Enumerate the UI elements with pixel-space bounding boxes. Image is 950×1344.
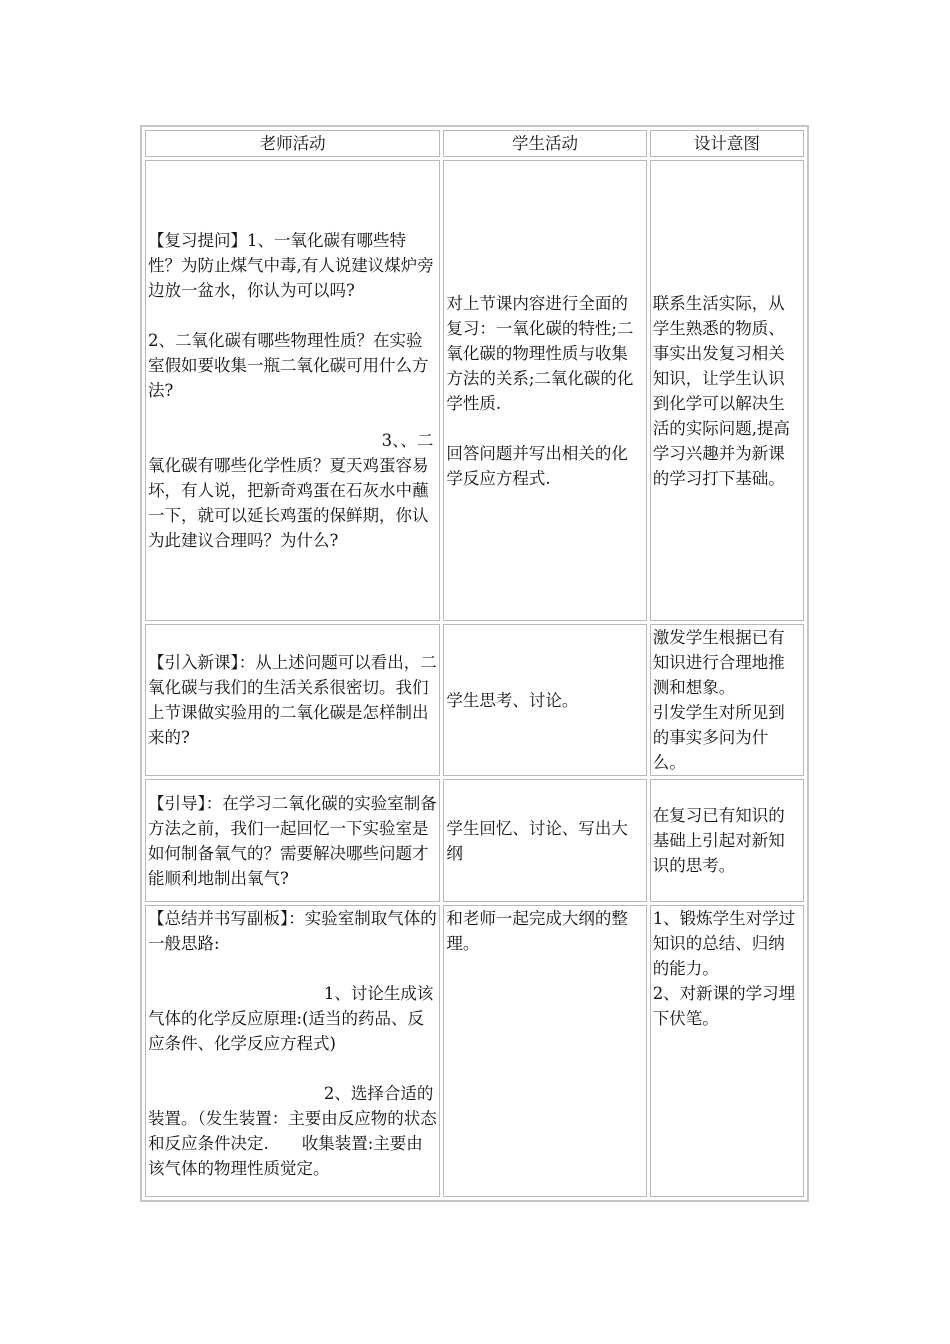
student-outline-text: 和老师一起完成大纲的整理。 [446, 909, 628, 953]
student-cell [443, 160, 646, 621]
teacher-cell [145, 160, 440, 621]
teacher-guide-text: 【引导】：在学习二氧化碳的实验室制备方法之前，我们一起回忆一下实验室是如何制备氧气的？需要解决哪些问题才能顺利地制出氧气? [148, 793, 437, 888]
teacher-review-q3: 氧化碳有哪些化学性质？夏天鸡蛋容易坏，有人说，把新奇鸡蛋在石灰水中蘸一下，就可以延长鸡蛋的保鲜期，你认为此建议合理吗？为什么? [148, 456, 429, 550]
teacher-intro-text: 【引入新课】：从上述问题可以看出，二氧化碳与我们的生活关系很密切。我们上节课做实验用的二氧化碳是怎样制出来的? [148, 653, 437, 747]
teacher-review-q3-start: 3、、二 [381, 431, 434, 450]
table-header-row [145, 130, 804, 157]
teacher-step2-text: 装置。（发生装置：主要由反应物的状态和反应条件决定. 收集装置:主要由该气体的物理性质觉定。 [148, 1109, 437, 1178]
teacher-cell [145, 624, 440, 776]
intent-text-2: 2、对新课的学习埋下伏笔。 [652, 984, 796, 1028]
student-answer-text: 回答问题并写出相关的化学反应方程式. [446, 443, 628, 488]
intent-cell [650, 905, 804, 1197]
table-row [145, 905, 804, 1197]
intent-text: 在复习已有知识的基础上引起对新知识的思考。 [652, 806, 785, 875]
lesson-plan-table [140, 125, 809, 1202]
intent-text-1: 激发学生根据已有知识进行合理地推测和想象。 [652, 628, 785, 697]
table-row [145, 779, 804, 902]
student-cell [443, 779, 646, 902]
teacher-step1-start: 1、讨论生成该 [323, 984, 434, 1003]
student-cell [443, 624, 646, 776]
student-review-text: 对上节课内容进行全面的复习：一氧化碳的特性;二氧化碳的物理性质与收集方法的关系;二氧化碳的化学性质. [446, 293, 634, 413]
intent-text-1: 1、锻炼学生对学过知识的总结、归纳的能力。 [652, 909, 796, 978]
header-teacher-activity: 老师活动 [145, 130, 440, 157]
student-think-text: 学生思考、讨论。 [446, 690, 579, 710]
intent-text-2: 引发学生对所见到的事实多问为什么。 [652, 703, 785, 772]
intent-text: 联系生活实际，从学生熟悉的物质、事实出发复习相关知识，让学生认识到化学可以解决生活的实际问题,提高学习兴趣并为新课的学习打下基础。 [652, 293, 790, 488]
teacher-review-q2: 2、二氧化碳有哪些物理性质？在实验室假如要收集一瓶二氧化碳可用什么方法? [148, 331, 429, 400]
teacher-cell [145, 779, 440, 902]
student-cell [443, 905, 646, 1197]
teacher-summary-text: 【总结并书写副板】：实验室制取气体的一般思路: [148, 909, 437, 953]
intent-cell [650, 779, 804, 902]
header-student-activity: 学生活动 [443, 130, 646, 157]
header-design-intent: 设计意图 [650, 130, 804, 157]
intent-cell [650, 160, 804, 621]
student-recall-text: 学生回忆、讨论、写出大纲 [446, 818, 628, 863]
teacher-step1-text: 气体的化学反应原理:(适当的药品、反应条件、化学反应方程式) [148, 1009, 424, 1053]
teacher-review-q1: 【复习提问】1、一氧化碳有哪些特性？为防止煤气中毒,有人说建议煤炉旁边放一盆水，你认为可以吗? [148, 231, 434, 300]
teacher-step2-start: 2、选择合适的 [323, 1084, 434, 1103]
intent-cell [650, 624, 804, 776]
table-row [145, 624, 804, 776]
table-row [145, 160, 804, 621]
document-page [140, 125, 809, 1202]
teacher-cell [145, 905, 440, 1197]
